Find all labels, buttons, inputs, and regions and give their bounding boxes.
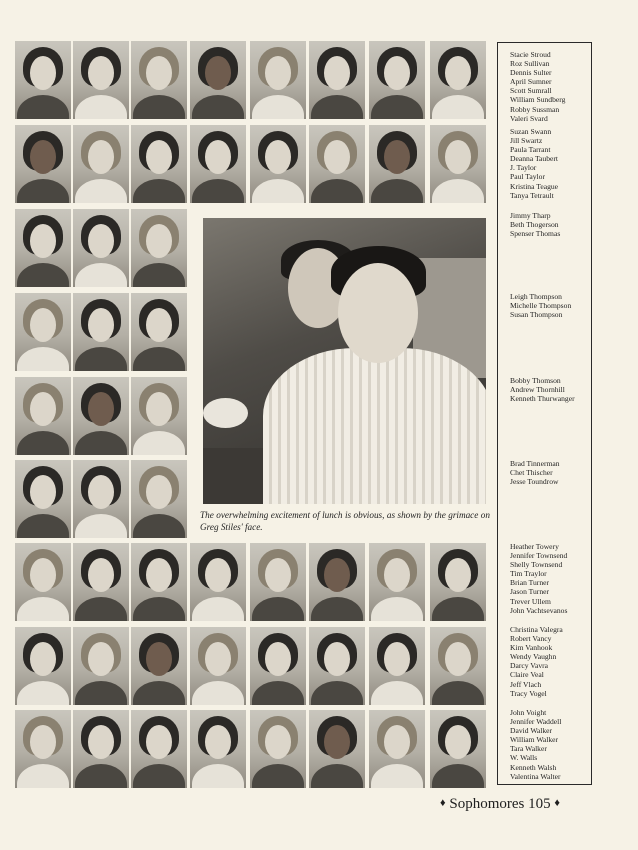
student-portrait <box>190 41 246 119</box>
student-portrait <box>309 41 365 119</box>
student-name: Jesse Toundrow <box>510 477 559 487</box>
student-name: Bobby Thomson <box>510 376 561 385</box>
student-portrait <box>369 543 425 621</box>
student-name: Christina Valegra <box>510 625 563 634</box>
student-portrait <box>73 543 129 621</box>
student-portrait <box>369 41 425 119</box>
student-portrait <box>15 293 71 371</box>
student-name: W. Walls <box>510 753 538 763</box>
name-group-row-1 <box>510 50 600 123</box>
student-portrait <box>131 460 187 538</box>
student-name: Wendy Vaughn <box>510 652 557 662</box>
name-group-row-6 <box>510 459 600 486</box>
student-name: William Sundberg <box>510 95 566 105</box>
student-name: David Walker <box>510 726 553 736</box>
student-name: Deanna Taubert <box>510 154 559 164</box>
student-portrait <box>131 627 187 705</box>
student-portrait <box>190 543 246 621</box>
student-name: Claire Veal <box>510 670 544 680</box>
student-portrait <box>131 543 187 621</box>
student-name: Kenneth Walsh <box>510 762 557 772</box>
student-name: Suzan Swann <box>510 127 552 136</box>
student-portrait <box>309 543 365 621</box>
student-portrait <box>15 543 71 621</box>
student-name: Roz Sullivan <box>510 59 550 69</box>
student-portrait <box>190 125 246 203</box>
student-name: William Walker <box>510 735 559 745</box>
name-group-row-5 <box>510 376 600 403</box>
student-name: Tanya Tetrault <box>510 190 554 200</box>
student-portrait <box>73 41 129 119</box>
student-name: Brad Tinnerman <box>510 459 560 468</box>
page-number: 105 <box>528 796 551 812</box>
student-portrait <box>250 125 306 203</box>
student-name: Shelly Townsend <box>510 560 563 570</box>
student-portrait <box>15 460 71 538</box>
student-name: J. Taylor <box>510 163 537 173</box>
student-name: Kim Vanhook <box>510 643 553 653</box>
student-portrait <box>131 209 187 287</box>
student-name: Jennifer Waddell <box>510 717 562 727</box>
student-portrait <box>131 125 187 203</box>
student-portrait <box>73 209 129 287</box>
student-name: Trever Ullem <box>510 596 551 606</box>
student-name: Kristina Teague <box>510 181 559 191</box>
student-name: Heather Towery <box>510 542 559 551</box>
student-portrait <box>15 41 71 119</box>
student-portrait <box>131 710 187 788</box>
name-group-row-2 <box>510 127 600 200</box>
student-name: Beth Thogerson <box>510 220 559 230</box>
student-portrait <box>250 627 306 705</box>
student-portrait <box>73 293 129 371</box>
diamond-ornament-right: ♦ <box>554 797 560 809</box>
student-portrait <box>250 710 306 788</box>
student-portrait <box>309 710 365 788</box>
student-name: Robby Sussman <box>510 104 560 114</box>
student-portrait <box>15 377 71 455</box>
student-portrait <box>430 41 486 119</box>
student-portrait <box>73 627 129 705</box>
student-portrait <box>131 377 187 455</box>
student-portrait <box>73 377 129 455</box>
diamond-ornament-left: ♦ <box>440 797 446 809</box>
student-portrait <box>15 710 71 788</box>
student-name: Andrew Thornhill <box>510 385 565 395</box>
student-name: Chet Thischer <box>510 468 553 478</box>
photo-caption: The overwhelming excitement of lunch is obvious, as shown by the grimace on Greg Stiles' face. <box>200 510 490 532</box>
page-footer <box>440 794 590 814</box>
student-portrait <box>369 627 425 705</box>
student-portrait <box>73 460 129 538</box>
name-group-row-9 <box>510 708 600 781</box>
student-name: Leigh Thompson <box>510 292 562 301</box>
student-name: Michelle Thompson <box>510 301 572 311</box>
student-name: Jeff Vlach <box>510 679 542 689</box>
name-group-row-8 <box>510 625 600 698</box>
student-name: John Voight <box>510 708 547 717</box>
name-group-row-3 <box>510 211 600 238</box>
student-portrait <box>250 543 306 621</box>
student-portrait <box>430 710 486 788</box>
student-name: Robert Vancy <box>510 634 552 644</box>
student-portrait <box>430 125 486 203</box>
student-name: Paul Taylor <box>510 172 545 182</box>
name-group-row-7 <box>510 542 600 615</box>
student-name: Susan Thompson <box>510 310 563 320</box>
candid-lunch-photo <box>203 218 486 504</box>
student-name: Tara Walker <box>510 744 547 754</box>
student-name: Stacie Stroud <box>510 50 551 59</box>
student-name: Jennifer Townsend <box>510 551 568 561</box>
section-title: Sophomores <box>449 796 525 812</box>
student-name: Brian Turner <box>510 578 550 588</box>
student-portrait <box>250 41 306 119</box>
student-name: Tim Traylor <box>510 569 547 579</box>
student-portrait <box>15 627 71 705</box>
student-portrait <box>369 710 425 788</box>
name-group-row-4 <box>510 292 600 319</box>
student-name: Tracy Vogel <box>510 688 547 698</box>
student-name: Jill Swartz <box>510 136 543 146</box>
student-name: Darcy Vavra <box>510 661 549 671</box>
student-name: April Sumner <box>510 77 552 87</box>
student-portrait <box>15 209 71 287</box>
student-name: Paula Tarrant <box>510 145 551 155</box>
student-portrait <box>309 125 365 203</box>
student-portrait <box>131 41 187 119</box>
student-name: John Vachtsevanos <box>510 605 568 615</box>
student-portrait <box>131 293 187 371</box>
student-portrait <box>73 125 129 203</box>
student-name: Scott Sumrall <box>510 86 552 96</box>
student-name: Spenser Thomas <box>510 229 561 239</box>
student-name: Dennis Sulter <box>510 68 552 78</box>
student-portrait <box>430 543 486 621</box>
student-portrait <box>369 125 425 203</box>
student-portrait <box>190 627 246 705</box>
student-portrait <box>430 627 486 705</box>
student-name: Jimmy Tharp <box>510 211 551 220</box>
student-name: Jason Turner <box>510 587 550 597</box>
student-portrait <box>73 710 129 788</box>
student-portrait <box>309 627 365 705</box>
student-name: Kenneth Thurwanger <box>510 394 575 404</box>
name-list-box <box>497 42 592 785</box>
student-name: Valentina Walter <box>510 771 561 781</box>
student-name: Valeri Svard <box>510 113 548 123</box>
student-portrait <box>15 125 71 203</box>
student-portrait <box>190 710 246 788</box>
